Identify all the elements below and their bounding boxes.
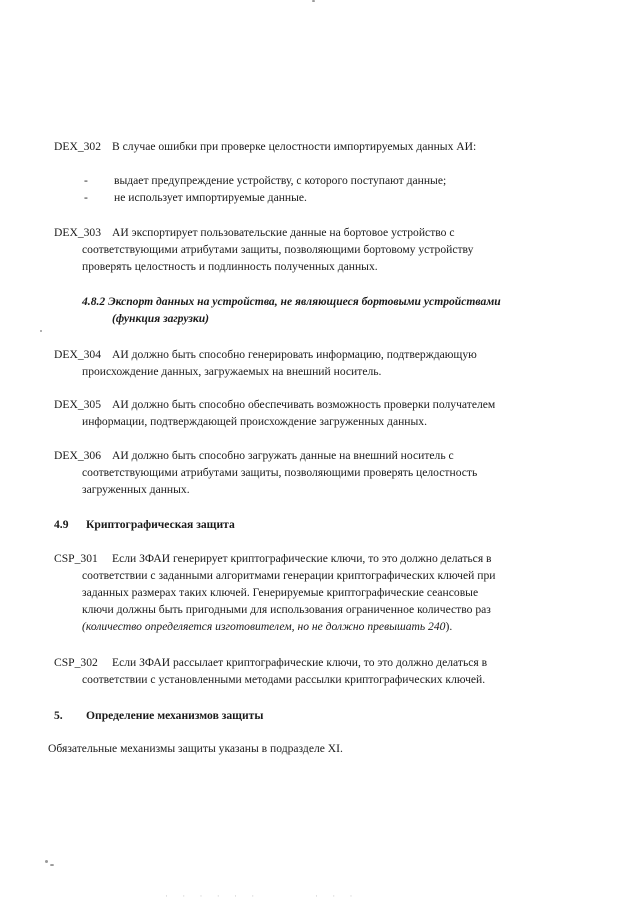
requirement-id: DEX_302 — [54, 140, 102, 153]
requirement-text: АИ должно быть способно обеспечивать возможность проверки получателем — [112, 398, 496, 411]
list-item — [54, 189, 574, 206]
requirement-text: соответствующими атрибутами защиты, позволяющими бортовому устройству — [82, 243, 474, 256]
requirement-id: DEX_303 — [54, 226, 102, 239]
requirement-text: ключи должны быть пригодными для использования ограниченное количество раз — [82, 603, 491, 616]
bullet-dash: - — [84, 174, 88, 187]
requirement-text: Если ЗФАИ генерирует криптографические ключи, то это должно делаться в — [112, 552, 492, 565]
requirement-id: CSP_302 — [54, 656, 98, 669]
closing-paragraph: Обязательные механизмы защиты указаны в подразделе XI. — [48, 742, 343, 755]
requirement-dex-303 — [54, 224, 574, 275]
scan-noise: · · · — [315, 891, 359, 901]
requirement-csp-301 — [54, 550, 574, 635]
requirement-text — [54, 618, 574, 635]
requirement-dex-304 — [54, 346, 574, 380]
requirement-text: соответствии с заданными алгоритмами генерации криптографических ключей при — [82, 569, 496, 582]
italic-note: (количество определяется изготовителем, но не должно превышать 240 — [82, 620, 446, 633]
scan-speck — [312, 0, 315, 2]
dex-302-bullet-list — [54, 172, 574, 206]
requirement-text: АИ экспортирует пользовательские данные на бортовое устройство с — [112, 226, 455, 239]
list-item-text: не использует импортируемые данные. — [114, 191, 307, 204]
requirement-id: DEX_305 — [54, 398, 102, 411]
requirement-id: DEX_306 — [54, 449, 102, 462]
scan-speck — [45, 860, 48, 863]
requirement-dex-305 — [54, 396, 574, 430]
requirement-dex-306 — [54, 447, 574, 498]
scan-speck — [40, 330, 42, 332]
section-number: 4.9 — [54, 518, 69, 531]
requirement-text: АИ должно быть способно загружать данные на внешний носитель с — [112, 449, 454, 462]
section-number: 5. — [54, 709, 63, 722]
section-heading-4-9 — [54, 516, 574, 533]
requirement-csp-302 — [54, 654, 574, 688]
list-item — [54, 172, 574, 189]
scan-speck — [50, 864, 54, 866]
requirement-dex-302 — [54, 138, 574, 155]
requirement-text: соответствии с установленными методами рассылки криптографических ключей. — [82, 673, 486, 686]
bullet-dash: - — [84, 191, 88, 204]
requirement-text: Если ЗФАИ рассылает криптографические ключи, то это должно делаться в — [112, 656, 488, 669]
requirement-text: происхождение данных, загружаемых на внешний носитель. — [82, 365, 382, 378]
list-item-text: выдает предупреждение устройству, с которого поступают данные; — [114, 174, 447, 187]
requirement-text: В случае ошибки при проверке целостности импортируемых данных АИ: — [112, 140, 477, 153]
requirement-text: информации, подтверждающей происхождение загруженных данных. — [82, 415, 427, 428]
note-end: ). — [445, 620, 453, 633]
section-title: Криптографическая защита — [86, 518, 235, 531]
scan-noise: · · · · · · — [165, 891, 261, 901]
requirement-text: заданных размерах таких ключей. Генерируемые криптографические сеансовые — [82, 586, 479, 599]
section-heading-5 — [54, 707, 574, 724]
requirement-text: загруженных данных. — [82, 483, 190, 496]
requirement-id: CSP_301 — [54, 552, 98, 565]
subsection-title: (функция загрузки) — [112, 312, 210, 325]
requirement-text: соответствующими атрибутами защиты, позволяющими проверять целостность — [82, 466, 478, 479]
subsection-title: 4.8.2 Экспорт данных на устройства, не являющиеся бортовыми устройствами — [82, 295, 501, 308]
section-title: Определение механизмов защиты — [86, 709, 264, 722]
subsection-heading-4-8-2 — [82, 293, 582, 327]
requirement-text: АИ должно быть способно генерировать информацию, подтверждающую — [112, 348, 477, 361]
requirement-text: проверять целостность и подлинность полученных данных. — [82, 260, 378, 273]
requirement-id: DEX_304 — [54, 348, 102, 361]
